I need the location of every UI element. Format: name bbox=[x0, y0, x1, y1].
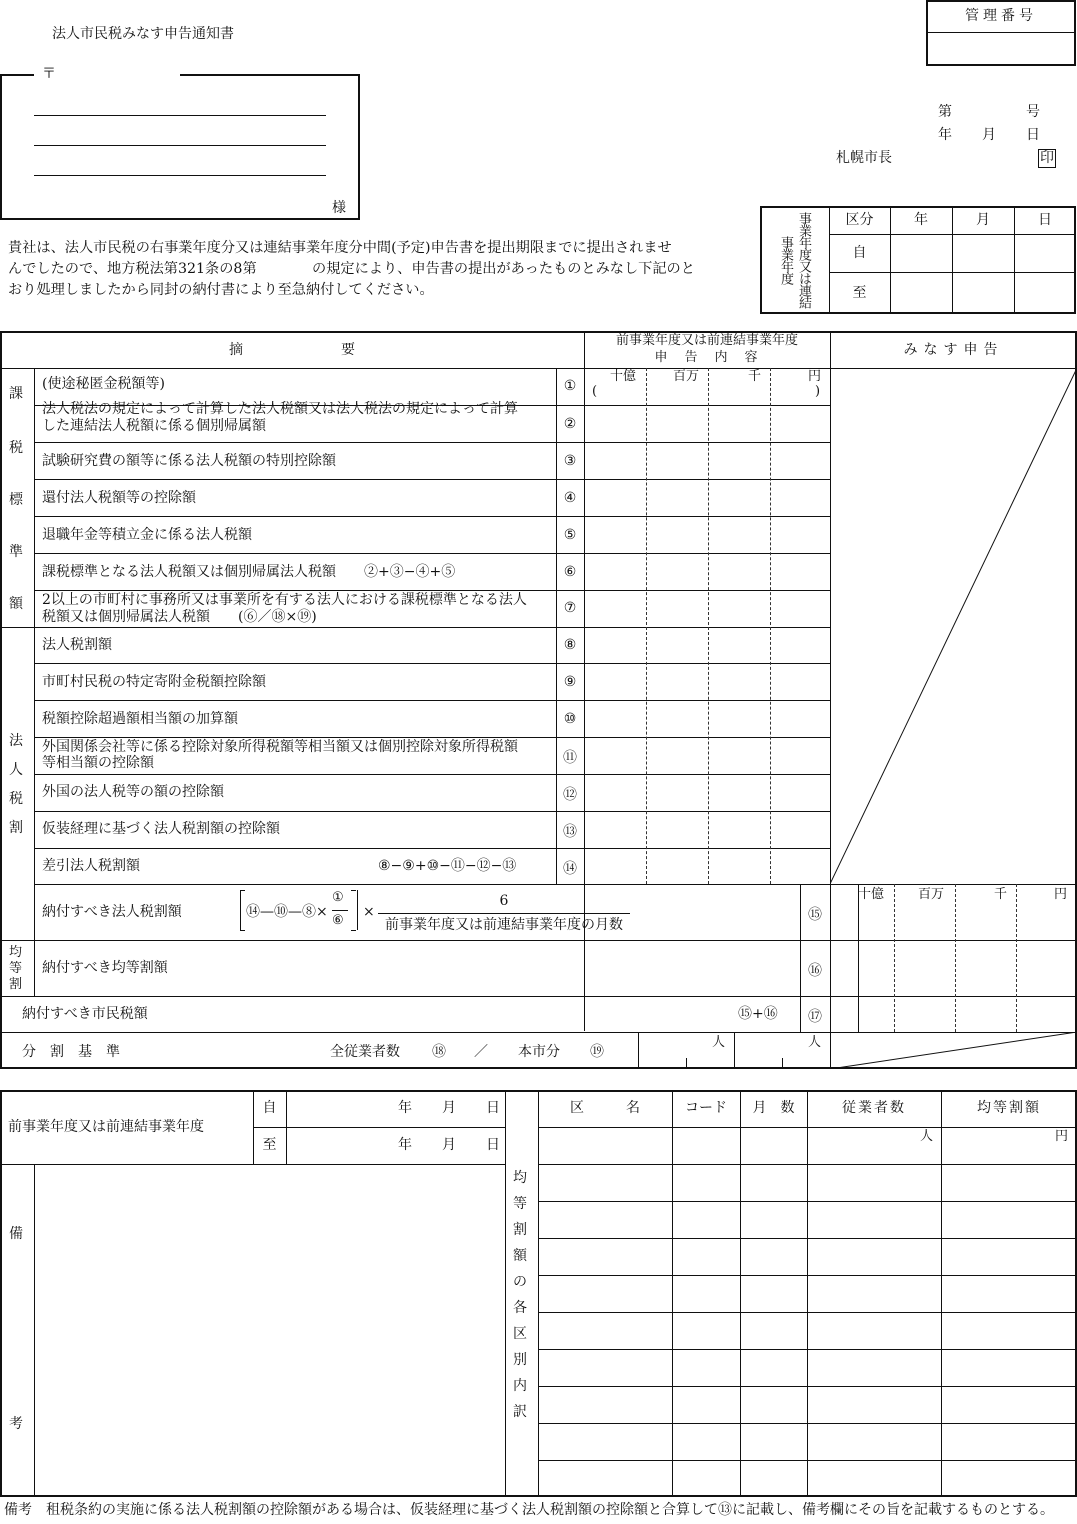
row8-text: 法人税割額 bbox=[42, 637, 112, 653]
row14-text: 差引法人税割額 bbox=[42, 858, 140, 874]
prev-itaru-year: 年 bbox=[398, 1137, 412, 1153]
basis-label: 分 割 基 準 bbox=[22, 1044, 120, 1060]
date-month-label: 月 bbox=[982, 127, 996, 143]
basis-n19: ⑲ bbox=[590, 1044, 604, 1060]
col-ku-head: 区 名 bbox=[570, 1100, 640, 1116]
row10-num: ⑩ bbox=[563, 711, 577, 727]
kanri-label: 管理番号 bbox=[965, 8, 1037, 24]
biko-bot: 考 bbox=[9, 1416, 23, 1432]
minasu-diagonal bbox=[830, 368, 1077, 884]
prev-period-itaru: 至 bbox=[262, 1137, 277, 1153]
row4-num: ④ bbox=[563, 490, 577, 506]
group-b-3: 税 bbox=[9, 791, 23, 807]
minasu-unit-1: 十億 bbox=[858, 887, 885, 902]
dai-label: 第 bbox=[938, 104, 952, 120]
row7-num: ⑦ bbox=[563, 600, 577, 616]
breakdown-9: 内 bbox=[513, 1378, 527, 1394]
period-day-head: 日 bbox=[1038, 212, 1052, 228]
group-a-1: 課 bbox=[9, 386, 23, 402]
notice-line3: おり処理しましたから同封の納付書により至急納付してください。 bbox=[8, 282, 434, 298]
minasu-unit-3: 千 bbox=[994, 887, 1008, 902]
row13-num: ⑬ bbox=[563, 824, 577, 840]
row2-text: 法人税法の規定によって計算した法人税額又は法人税法の規定によって計算 bbox=[42, 401, 518, 417]
postal-mark: 〒 bbox=[42, 66, 56, 82]
breakdown-1: 均 bbox=[513, 1170, 527, 1186]
prev-ji-day: 日 bbox=[486, 1100, 500, 1116]
row9-num: ⑨ bbox=[563, 674, 577, 690]
row14-formula: ⑧−⑨+⑩−⑪−⑫−⑬ bbox=[378, 858, 517, 874]
row5-num: ⑤ bbox=[563, 527, 577, 543]
biko-input[interactable] bbox=[36, 1166, 504, 1496]
row11-text: 外国関係会社等に係る控除対象所得税額等相当額又は個別控除対象所得税額 bbox=[42, 739, 518, 755]
row11-text2: 等相当額の控除額 bbox=[42, 755, 154, 771]
row13-text: 仮装経理に基づく法人税割額の控除額 bbox=[42, 821, 280, 837]
group-a-3: 標 bbox=[9, 492, 23, 508]
prev-unit-1: 十億 bbox=[610, 369, 637, 384]
breakdown-8: 別 bbox=[513, 1352, 527, 1368]
row7-text: 2以上の市町村に事務所又は事業所を有する法人における課税標準となる法人 bbox=[42, 592, 527, 608]
date-year-label: 年 bbox=[938, 127, 952, 143]
row12-num: ⑫ bbox=[563, 787, 577, 803]
row15-big-top: 6 bbox=[499, 893, 509, 909]
minasu-unit-2: 百万 bbox=[918, 887, 945, 902]
row1-num: ① bbox=[563, 378, 577, 394]
col-code-head: コード bbox=[685, 1100, 727, 1116]
group-c-2: 等 bbox=[9, 961, 23, 976]
period-month-head: 月 bbox=[976, 212, 990, 228]
prev-unit-2: 百万 bbox=[673, 369, 700, 384]
prev-ji-year: 年 bbox=[398, 1100, 412, 1116]
breakdown-4: 額 bbox=[513, 1248, 527, 1264]
basis-honshi: 本市分 bbox=[518, 1044, 560, 1060]
group-b-1: 法 bbox=[9, 733, 23, 749]
basis-nin-1: 人 bbox=[712, 1035, 726, 1050]
row16-num: ⑯ bbox=[808, 963, 822, 979]
row3-text: 試験研究費の額等に係る法人税額の特別控除額 bbox=[42, 453, 336, 469]
period-itaru: 至 bbox=[852, 285, 867, 301]
notice-line2b: の規定により、申告書の提出があったものとみなし下記のと bbox=[312, 261, 695, 277]
period-year-head: 年 bbox=[914, 212, 928, 228]
kintou-unit: 円 bbox=[1055, 1129, 1069, 1144]
col-prev-head-1: 前事業年度又は前連結事業年度 bbox=[615, 333, 798, 348]
row6-text: 課税標準となる法人税額又は個別帰属法人税額 ②+③−④+⑤ bbox=[42, 564, 456, 580]
basis-slash: ／ bbox=[474, 1044, 488, 1060]
group-a-5: 額 bbox=[9, 596, 23, 612]
row6-num: ⑥ bbox=[563, 564, 577, 580]
col-prev-head-2: 申 告 内 容 bbox=[654, 350, 760, 365]
footnote: 備考 租税条約の実施に係る法人税割額の控除額がある場合は、仮装経理に基づく法人税割額の控除額と合算して⑬に記載し、備考欄にその旨を記載するものとする。 bbox=[4, 1502, 1054, 1518]
breakdown-6: 各 bbox=[513, 1300, 527, 1316]
sama-label: 様 bbox=[332, 200, 346, 216]
prev-unit-3: 千 bbox=[748, 369, 762, 384]
col-kintou-head: 均等割額 bbox=[977, 1100, 1041, 1116]
row14-num: ⑭ bbox=[563, 861, 577, 877]
notice-line2a: んでしたので、地方税法第321条の8第 bbox=[8, 261, 257, 277]
row15-text: 納付すべき法人税割額 bbox=[42, 904, 182, 920]
row15-num: ⑮ bbox=[808, 907, 822, 923]
notice-line1: 貴社は、法人市民税の右事業年度分又は連結事業年度分中間(予定)申告書を提出期限までに提出されませ bbox=[8, 240, 672, 256]
breakdown-2: 等 bbox=[513, 1196, 527, 1212]
group-a-2: 税 bbox=[9, 440, 23, 456]
row17-num: ⑰ bbox=[808, 1009, 822, 1025]
seal-mark: 印 bbox=[1040, 150, 1054, 166]
row11-num: ⑪ bbox=[563, 750, 577, 766]
row17-formula: ⑮+⑯ bbox=[738, 1006, 778, 1022]
group-b-4: 割 bbox=[9, 820, 23, 836]
prev-unit-4: 円 bbox=[808, 369, 822, 384]
row5-text: 退職年金等積立金に係る法人税額 bbox=[42, 527, 252, 543]
row15-big-bot: 前事業年度又は前連結事業年度の月数 bbox=[385, 917, 623, 933]
row7-text2: 税額又は個別帰属法人税額 (⑥／⑱×⑲) bbox=[42, 609, 317, 625]
minasu-unit-4: 円 bbox=[1054, 887, 1068, 902]
prev-period-label: 前事業年度又は前連結事業年度 bbox=[8, 1119, 204, 1135]
breakdown-10: 訳 bbox=[513, 1404, 527, 1420]
address-box bbox=[0, 74, 360, 220]
kanri-input[interactable] bbox=[928, 34, 1074, 64]
prev-period-ji: 自 bbox=[262, 1100, 277, 1116]
col-summary-head: 摘 要 bbox=[229, 342, 355, 358]
biko-top: 備 bbox=[9, 1226, 23, 1242]
form-title: 法人市民税みなす申告通知書 bbox=[52, 26, 234, 42]
col-minasu-head: みなす申告 bbox=[903, 342, 1004, 358]
mayor-label: 札幌市長 bbox=[836, 150, 892, 166]
prev-ji-month: 月 bbox=[442, 1100, 456, 1116]
row3-num: ③ bbox=[563, 453, 577, 469]
breakdown-3: 割 bbox=[513, 1222, 527, 1238]
basis-nin-2: 人 bbox=[808, 1035, 822, 1050]
breakdown-5: の bbox=[513, 1274, 527, 1290]
group-c-1: 均 bbox=[9, 945, 23, 960]
employees-unit: 人 bbox=[920, 1129, 934, 1144]
row15-frac-bot: ⑥ bbox=[332, 913, 344, 928]
col-employees-head: 従業者数 bbox=[842, 1100, 906, 1116]
row9-text: 市町村民税の特定寄附金税額控除額 bbox=[42, 674, 266, 690]
row1-text: (使途秘匿金税額等) bbox=[42, 376, 165, 392]
group-c-3: 割 bbox=[9, 977, 23, 992]
period-kubun: 区分 bbox=[845, 212, 874, 228]
row15-frac-top: ① bbox=[332, 890, 344, 905]
basis-diagonal bbox=[830, 1032, 1077, 1069]
prev-paren-open: ( bbox=[592, 384, 598, 399]
prev-itaru-day: 日 bbox=[486, 1137, 500, 1153]
row15-times: × bbox=[363, 904, 375, 920]
row16-text: 納付すべき均等割額 bbox=[42, 960, 168, 976]
col-months-head: 月 数 bbox=[752, 1100, 795, 1116]
breakdown-7: 区 bbox=[513, 1326, 527, 1342]
date-day-label: 日 bbox=[1026, 127, 1040, 143]
period-ji: 自 bbox=[852, 245, 867, 261]
row2-text2: した連結法人税額に係る個別帰属額 bbox=[42, 418, 266, 434]
row12-text: 外国の法人税等の額の控除額 bbox=[42, 784, 224, 800]
period-side-label: 事業年度又は連結事業年度 bbox=[778, 212, 811, 308]
prev-itaru-month: 月 bbox=[442, 1137, 456, 1153]
go-label: 号 bbox=[1026, 104, 1040, 120]
row4-text: 還付法人税額等の控除額 bbox=[42, 490, 196, 506]
row8-num: ⑧ bbox=[563, 637, 577, 653]
prev-paren-close: ) bbox=[815, 384, 821, 399]
row10-text: 税額控除超過額相当額の加算額 bbox=[42, 711, 238, 727]
basis-all-emp: 全従業者数 bbox=[330, 1044, 400, 1060]
row17-text: 納付すべき市民税額 bbox=[22, 1006, 148, 1022]
basis-n18: ⑱ bbox=[432, 1044, 446, 1060]
group-b-2: 人 bbox=[9, 762, 23, 778]
row2-num: ② bbox=[563, 416, 577, 432]
row15-bracket-text: ⑭—⑩—⑧× bbox=[246, 904, 328, 920]
group-a-4: 準 bbox=[9, 544, 23, 560]
